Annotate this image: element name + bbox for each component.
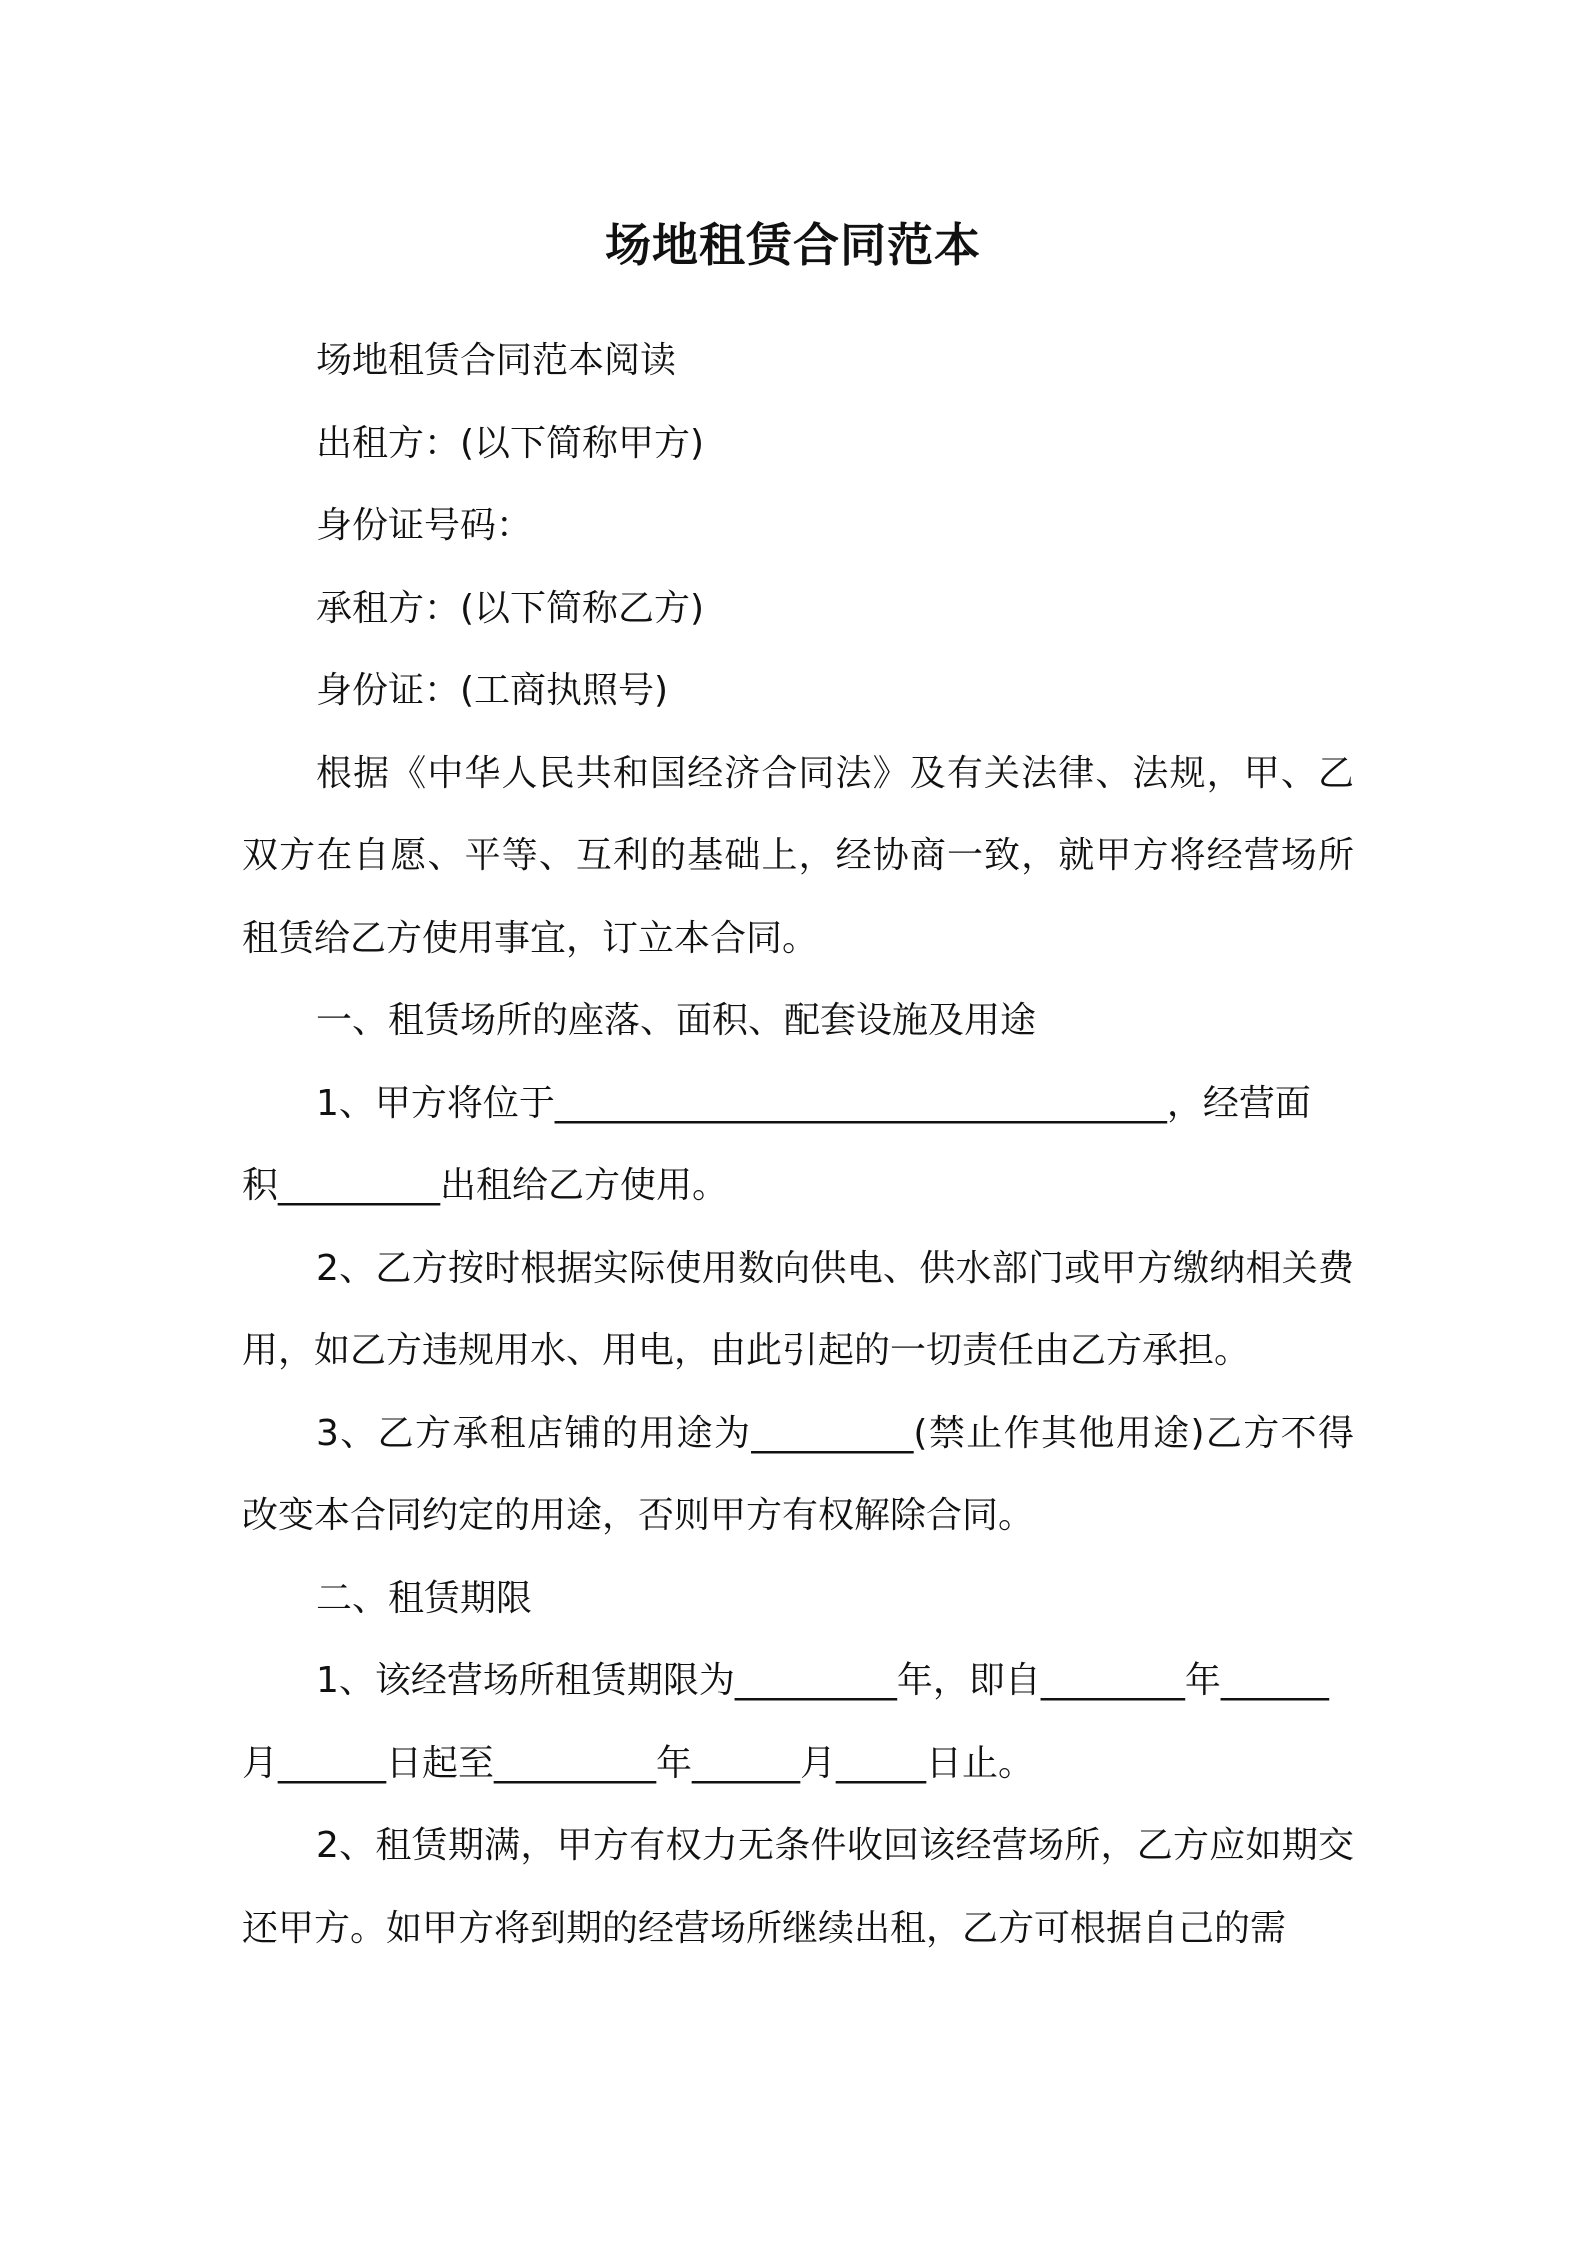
section-heading-2: 二、租赁期限 xyxy=(316,1577,533,1619)
lessee-id-line: 身份证：(工商执照号) xyxy=(316,670,669,711)
clause-2-1-line-1: 1、该经营场所租赁期限为_________年，即自________年______ xyxy=(316,1660,1329,1701)
clause-1-1-line-2: 积_________出租给乙方使用。 xyxy=(242,1165,729,1206)
lessor-line: 出租方：(以下简称甲方) xyxy=(316,422,705,464)
lessor-id-line: 身份证号码： xyxy=(316,505,533,546)
section-heading-1: 一、租赁场所的座落、面积、配套设施及用途 xyxy=(316,1000,1037,1041)
document-body xyxy=(242,320,1354,1970)
clause-1-3: 3、乙方承租店铺的用途为_________(禁止作其他用途)乙方不得改变本合同约定的用途，否则甲方有权解除合同。 xyxy=(242,1412,1354,1536)
clause-2-2: 2、租赁期满，甲方有权力无条件收回该经营场所，乙方应如期交还甲方。如甲方将到期的经营场所继续出租，乙方可根据自己的需 xyxy=(242,1825,1354,1949)
document-title: 场地租赁合同范本 xyxy=(605,218,981,272)
subtitle-paragraph: 场地租赁合同范本阅读 xyxy=(316,340,677,381)
clause-2-1-line-2: 月______日起至_________年______月_____日止。 xyxy=(242,1742,1035,1784)
clause-1-2: 2、乙方按时根据实际使用数向供电、供水部门或甲方缴纳相关费用，如乙方违规用水、用电，由此引起的一切责任由乙方承担。 xyxy=(242,1247,1354,1371)
clause-1-1-line-1: 1、甲方将位于__________________________________，经营面 xyxy=(316,1082,1311,1124)
lessee-line: 承租方：(以下简称乙方) xyxy=(316,587,705,629)
preamble-paragraph: 根据《中华人民共和国经济合同法》及有关法律、法规，甲、乙双方在自愿、平等、互利的基础上，经协商一致，就甲方将经营场所租赁给乙方使用事宜，订立本合同。 xyxy=(242,752,1354,959)
